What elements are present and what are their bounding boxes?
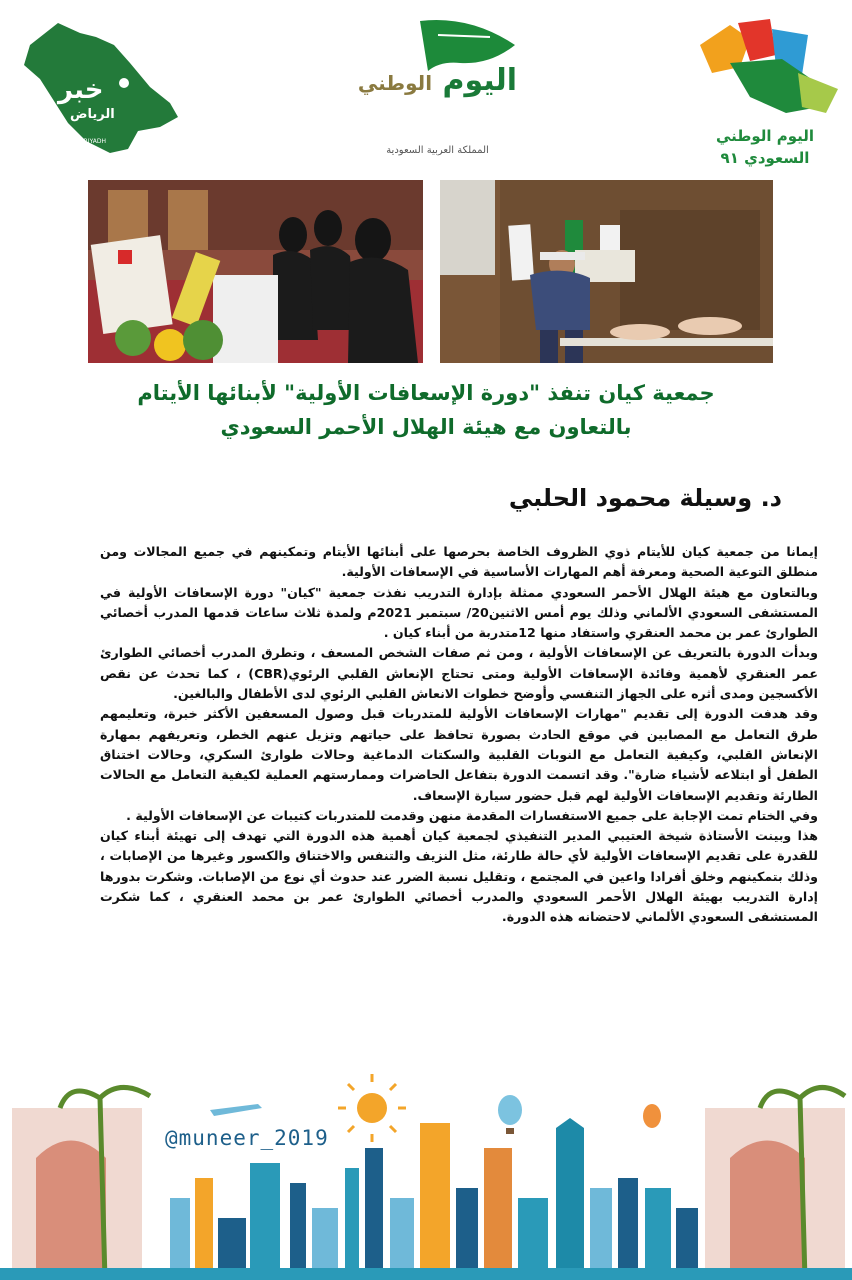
paragraph-intro: إيمانا من جمعية كيان للأيتام ذوي الظروف الخاصة بحرصها على أبنائها الأيتام وتمكينهم في جميع المجالات ومن منطلق التوعية الصحية ومعرفة أهم المهارات الأساسية في الإسعافات الأولية. (100, 544, 818, 580)
khaber-riyadh-logo (10, 15, 185, 155)
national-day-title (350, 63, 525, 98)
national-day-word1: اليوم (442, 63, 518, 98)
national-day-91-mark-icon (690, 15, 840, 120)
national-day-91-line2: السعودي ٩١ (720, 149, 810, 167)
photo-trainer-demonstration (440, 180, 773, 363)
national-day-91-logo (690, 15, 840, 175)
national-day-word2: الوطني (357, 71, 433, 95)
khaber-logo-handle: KHABER_RIYADH (56, 138, 107, 145)
headline-line-2: بالتعاون مع هيئة الهلال الأحمر السعودي (220, 415, 632, 439)
footer-social-handle: @muneer_2019 (165, 1126, 329, 1150)
paragraph-course-details: وبالتعاون مع هيئة الهلال الأحمر السعودي ممثلة بإدارة التدريب نفذت جمعية "كيان" دورة الإسعافات الأولية في المستشفى السعودي الألماني وذلك يوم أمس الاثنين20/ سبتمبر 2021م ولمدة ثلاث ساعات قدمها المدرب أخصائي الطوارئ عمر بن محمد العنقري واستفاد منها 12متدربة من أبناء كيان . (100, 584, 818, 641)
national-day-91-line1: اليوم الوطني (715, 127, 815, 145)
footer-skyline-illustration (0, 1068, 852, 1280)
headline-line-1: جمعية كيان تنفذ "دورة الإسعافات الأولية" لأبنائها الأيتام (137, 381, 715, 405)
paragraph-director-statement: هذا وبينت الأستاذة شيخة العتيبي المدير التنفيذي لجمعية كيان أهمية هذه الدورة التي تهدف إلى تهيئة أبناء كيان للقدرة على تقديم الإسعافات الأولية لأي حالة طارئة، مثل النزيف والتنفس والاختناق والكسور وغيرها من الإصابات ، وذلك بتمكينهم وخلق أفرادا واعين في المجتمع ، وتقليل نسبة الضرر عند حدوث أي نوع من الإصابات. وشكرت بدورها إدارة التدريب بهيئة الهلال الأحمر السعودي والمدرب أخصائي الطوارئ عمر بن محمد العنقري ، كما شكرت المستشفى السعودي الألماني لاحتضانه هذه الدورة. (100, 828, 818, 925)
article-body (100, 542, 818, 928)
khaber-logo-text: خبر (58, 75, 104, 105)
paragraph-course-goals: وقد هدفت الدورة إلى تقديم "مهارات الإسعافات الأولية للمتدربات قبل وصول المسعفين الأكثر خبرة، وتعليمهم طرق التعامل مع المصابين في موقع الحادث بصورة تحافظ على حياتهم وتزيل عنهم الخطر، وتعريفهم بمهارة الإنعاش القلبي، وكيفية التعامل مع النوبات القلبية والسكتات الدماغية وحالات طوارئ السكري، وحالات اختناق الطفل أو ابتلاعه لأشياء ضارة". وقد اتسمت الدورة بتفاعل الحاضرات وممارستهم العملية لكيفية التعامل مع الحالات الطارئة وتقديم الإسعافات الأولية لهم قبل حضور سيارة الإسعاف. (100, 706, 818, 803)
kingdom-caption: المملكة العربية السعودية (386, 145, 489, 156)
national-day-logo (350, 15, 525, 165)
photo-trainees-seated (88, 180, 423, 363)
riyadh-logo-text: الرياض (70, 107, 115, 122)
article-headline (40, 376, 812, 444)
paragraph-course-content: وبدأت الدورة بالتعريف عن الإسعافات الأولية ، ومن ثم صفات الشخص المسعف ، وتطرق المدرب أخصائي الطوارئ عمر العنقري لأهمية وفائدة الإسعافات الأولية ومتى تحتاج الإنعاش القلبي الرئوي(CBR) ، كما تحدث عن نقص الأكسجين ومدى أثره على الجهاز التنفسي وأوضح خطوات الانعاش القلبي الرئوي لدى الأطفال والبالغين. (100, 645, 818, 702)
article-author: د. وسيلة محمود الحلبي (508, 484, 782, 512)
paragraph-closing: وفي الختام تمت الإجابة على جميع الاستفسارات المقدمة منهن وقدمت للمتدربات كتيبات عن الإسعافات الأولية . (126, 807, 818, 823)
